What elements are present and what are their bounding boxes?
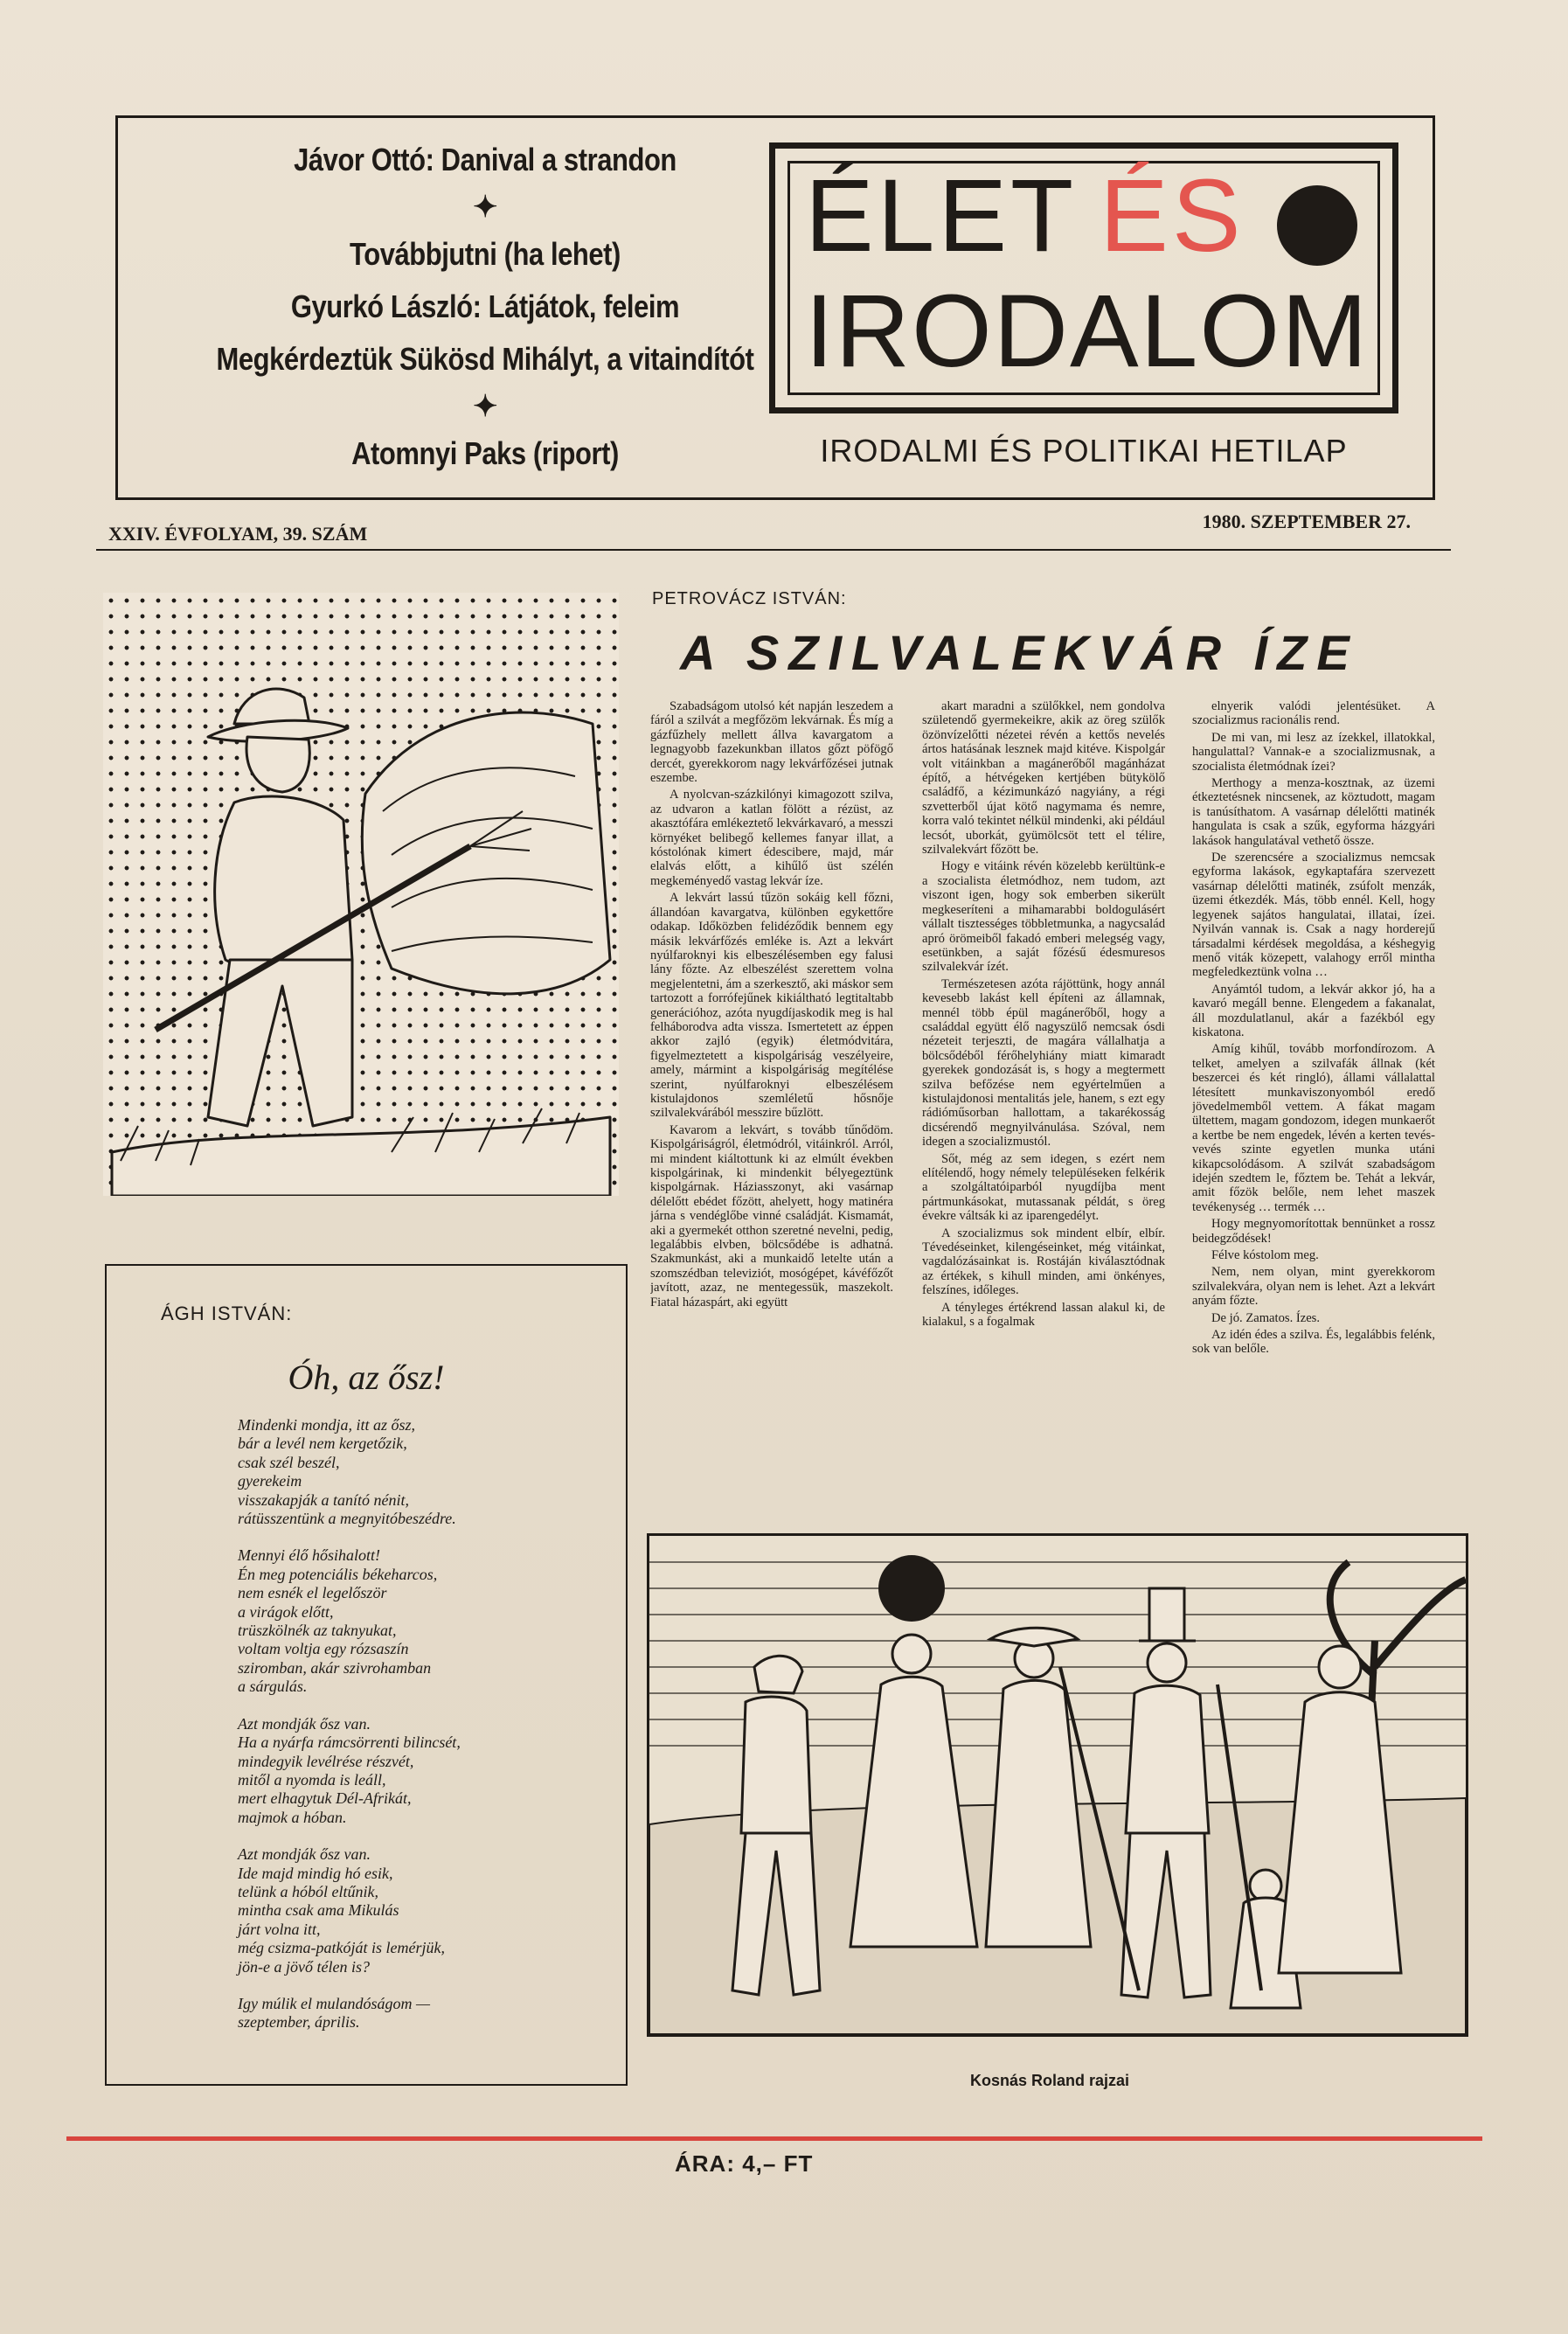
poem-body bbox=[238, 1416, 614, 2051]
article-column-1 bbox=[650, 699, 893, 1543]
article-paragraph: De szerencsére a szocializmus nemcsak egyforma lakások, egykaptafára szervezett vasárnap délelőtti matinék, zsúfolt menzák, üzemi étkezdék. Más, több ennél. Kell, hogy legyenek sajátos hangulatai, illatai, ízei. Nyilván vannak is. Csak a nagy horderejű társadalmi kérdések megoldása, a késhegyig menő viták közepett, valahogy erről mintha megfeledkeztünk volna … bbox=[1192, 851, 1435, 980]
article-paragraph: A lekvárt lassú tűzön sokáig kell főzni, állandóan kavargatva, különben egykettőre odakap. Időközben felidéződik bennem egy másik lekvárfőzés emléke is. Azt a lekvárt nyúlfaroknyi kis elbeszélésemben egy falusi lány főzte. Az elbeszélést szerettem volna megjelentetni, ám a szerkesztő, aki máskor sem tartozott a forrófejűnek kikiáltható legtitaltabb generációhoz, azóta nyugdíjaskodik meg is hal felháborodva adta vissza. Ismertetett az éppen akkor zajló (egyik) életmódvitára, figyelmeztetett a kispolgáriság veszélyeire, amely, mármint a kispolgáriság megítélése szerint, nyúlfaroknyi elbeszélésem kistulajdonos szemléletű hősnője szilvalekvárából messzire bűzlött. bbox=[650, 891, 893, 1121]
poem-line: bár a levél nem kergetőzik, bbox=[238, 1434, 407, 1453]
poem-line: Igy múlik el mulandóságom — bbox=[238, 1994, 430, 2012]
masthead-box bbox=[115, 115, 1435, 500]
logo-dot-icon bbox=[1277, 185, 1357, 266]
article-paragraph: Sőt, még az sem idegen, s ezért nem elítélendő, hogy némely településeken felkérik a szolgáltatóiparból nyugdíjba ment pártmunkásokat, mutassanak példát, s öreg évekre váltsák ki az iparengedélyt. bbox=[922, 1151, 1165, 1224]
article-column-3 bbox=[1192, 699, 1435, 1534]
header-rule bbox=[96, 549, 1451, 551]
poem-line: mert elhagytuk Dél-Afrikát, bbox=[238, 1789, 412, 1808]
diamond-ornament-icon: ✦ bbox=[473, 390, 497, 423]
poem-line: a sárgulás. bbox=[238, 1678, 308, 1696]
poem-line: Ide majd mindig hó esik, bbox=[238, 1864, 393, 1882]
poem-line: szeptember, április. bbox=[238, 2013, 360, 2032]
article-paragraph: A nyolcvan-százkilónyi kimagozott szilva, az udvaron a katlan fölött a rézüst, az akasztófára emlékeztető lekvárkavaró, a messzi környéket belibegő kellemes fanyar illat, a kóstolónak kimert édescibere, majd, már elalvás előtt, a kihűlő üst szélén megkeményedő vastag lekvár íze. bbox=[650, 788, 893, 888]
poem-stanza bbox=[238, 1715, 614, 1827]
logo-top-row bbox=[805, 158, 1245, 274]
poem-line: Én meg potenciális békeharcos, bbox=[238, 1565, 438, 1583]
poem-stanza bbox=[238, 1416, 614, 1528]
article-paragraph: Merthogy a menza-kosztnak, az üzemi étkeztetésnek nincsenek, az köztudott, magam is tanúsíthatom. A vasárnap délelőtti matinék hangulata is csak a szűk, egyforma házgyári lakások hangulatával vethető össze. bbox=[1192, 776, 1435, 848]
footer-red-rule bbox=[66, 2136, 1482, 2141]
poem-line: rátüsszentünk a megnyitóbeszédre. bbox=[238, 1510, 456, 1528]
poem-line: trüszkölnék az taknyukat, bbox=[238, 1622, 397, 1640]
article-paragraph: Természetesen azóta rájöttünk, hogy annál kevesebb lakást kell építeni az államnak, mennél több épül magánerőből, hogy a családdal együtt élő nagyszülő nemcsak ósdi nézeteit terjeszti, de magára vállalhatja a bölcsődéből férőhelyhiány miatt kimaradt gyerekek gondozását is, s hogy a megtermett szilva befőzése nem egyértelműen a kistulajdonosi mentalitás jele, hanem, s ezt egy rádióműsorban hallottam, a takarékosság dicsérendő megnyilvánulása. Szóval, nem idegen a szocializmustól. bbox=[922, 976, 1165, 1150]
poem-line: csak szél beszél, bbox=[238, 1453, 340, 1471]
harvest-scene-illustration bbox=[647, 1533, 1468, 2037]
logo-word-es: ÉS bbox=[1100, 158, 1245, 274]
article-paragraph: Amíg kihűl, tovább morfondírozom. A telket, amelyen a szilvafák állnak (két beszercei és két ringló), állami vállalattal létesített munkaviszonyomból eredő jövedelmemből vettem. A fákat magam ültettem, magam gondozom, idegen munkaerőt a kertbe be nem engedek, lévén a kerten tevés-vevés szinte egyetlen munka utáni kikapcsolódásom. A szilvát szabadságom idején szedtem le, főztem be. Tehát a lekvár, amit főzök belőle, nem lehet maszek tevékenység … termék … bbox=[1192, 1042, 1435, 1214]
price-label: ÁRA: 4,– FT bbox=[675, 2150, 814, 2177]
teaser-headline[interactable]: Gyurkó László: Látjátok, feleim bbox=[290, 288, 680, 324]
poem-line: Mindenki mondja, itt az ősz, bbox=[238, 1416, 415, 1434]
poem-line: mitől a nyomda is leáll, bbox=[238, 1770, 386, 1789]
masthead-subtitle: IRODALMI ÉS POLITIKAI HETILAP bbox=[820, 433, 1348, 469]
poem-line: gyerekeim bbox=[238, 1472, 302, 1490]
poem-line: voltam voltja egy rózsaszín bbox=[238, 1640, 409, 1658]
poem-line: a virágok előtt, bbox=[238, 1602, 334, 1621]
poem-line: sziromban, akár szivrohamban bbox=[238, 1658, 432, 1677]
poem-line: nem esnék el legelőször bbox=[238, 1584, 387, 1602]
teaser-list bbox=[153, 134, 817, 480]
poem-line: Azt mondják ősz van. bbox=[238, 1714, 371, 1733]
article-paragraph: akart maradni a szülőkkel, nem gondolva születendő gyermekeikre, akik az öreg szülők özönvízelőtti nézetei révén a kettős nevelés ártos hatásának lesznek majd kitéve. Kispolgár volt vitáinkban a magánerőből magánházat építő, a hétvégeken kertjében bütykölő családfő, a kézimunkázó nagyiány, a régi szvetterből újat kötő nagymama és nemre, korra való tekintet nélkül mindenki, aki például lecsót, uborkát, gyümölcsöt tett el télire, szilvalekvárt főzött be. bbox=[922, 699, 1165, 858]
article-paragraph: elnyerik valódi jelentésüket. A szocializmus racionális rend. bbox=[1192, 699, 1435, 728]
poem-box bbox=[105, 1264, 628, 2086]
article-paragraph: Szabadságom utolsó két napján leszedem a fáról a szilvát a megfőzöm lekvárnak. És míg a gázfűzhely mellett állva kavargatom a legnagyobb fazekunkban illatos gőzt pöfögő dercét, gyerekkorom nagy lekvárfőzései jutnak eszembe. bbox=[650, 699, 893, 786]
article-paragraph: De mi van, mi lesz az ízekkel, illatokkal, hangulattal? Vannak-e a szocializmusnak, a szocialista életmódnak ízei? bbox=[1192, 730, 1435, 774]
teaser-headline[interactable]: Atomnyi Paks (riport) bbox=[351, 435, 619, 471]
poem-stanza bbox=[238, 1546, 614, 1696]
article-paragraph: Hogy e vitáink révén közelebb kerültünk-e a szocialista életmódhoz, nem tudom, azt viszont igen, hogy sok emberben sikerült megkeseríteni a mihamarabbi boldogulásért vállalt tisztességes többletmunka, a nagycsalád apró örömeiből fakadó emberi melegség vagy, esetünkben, a saját főzésű édesmuresos szilvalekvár ízét. bbox=[922, 859, 1165, 975]
issue-date: 1980. SZEPTEMBER 27. bbox=[1202, 511, 1411, 532]
poem-line: jön-e a jövő télen is? bbox=[238, 1957, 370, 1976]
teaser-headline[interactable]: Továbbjutni (ha lehet) bbox=[350, 236, 621, 272]
poem-line: Azt mondják ősz van. bbox=[238, 1845, 371, 1864]
article-column-2 bbox=[922, 699, 1165, 1543]
harvest-scene-drawing bbox=[649, 1536, 1466, 2034]
article-paragraph: Nem, nem olyan, mint gyerekkorom szilvalekvára, olyan nem is lehet. Azt a lekvárt anyám főzte. bbox=[1192, 1265, 1435, 1309]
article-paragraph: Félve kóstolom meg. bbox=[1211, 1248, 1319, 1263]
article-paragraph: De jó. Zamatos. Ízes. bbox=[1211, 1310, 1321, 1325]
poem-author: ÁGH ISTVÁN: bbox=[161, 1302, 293, 1324]
haymaker-drawing bbox=[103, 593, 619, 1196]
article-paragraph: A tényleges értékrend lassan alakul ki, de kialakul, s a fogalmak bbox=[922, 1300, 1165, 1330]
article-paragraph: A szocializmus sok mindent elbír, elbír. Tévedéseinket, kilengéseinket, még vitáinkat, vagdalózásainkat is. Rostáján kiválasztódnak az értékek, s kihull minden, ami önkényes, felszínes, időleges. bbox=[922, 1226, 1165, 1298]
newspaper-logo bbox=[769, 142, 1398, 413]
logo-word-elet: ÉLET bbox=[805, 158, 1078, 274]
poem-stanza bbox=[238, 1995, 614, 2032]
poem-line: majmok a hóban. bbox=[238, 1808, 347, 1826]
logo-word-irodalom: IRODALOM bbox=[805, 274, 1370, 389]
poem-line: visszakapják a tanító nénit, bbox=[238, 1490, 409, 1509]
diamond-ornament-icon: ✦ bbox=[473, 191, 497, 224]
article-paragraph: Az idén édes a szilva. És, legalábbis felénk, sok van belőle. bbox=[1192, 1328, 1435, 1357]
teaser-headline[interactable]: Jávor Ottó: Danival a strandon bbox=[294, 142, 676, 177]
poem-line: Ha a nyárfa rámcsörrenti bilincsét, bbox=[238, 1733, 461, 1752]
poem-line: járt volna itt, bbox=[238, 1920, 321, 1938]
article-paragraph: Hogy megnyomorítottak bennünket a rossz beidegződések! bbox=[1192, 1217, 1435, 1246]
teaser-headline[interactable]: Megkérdeztük Sükösd Mihályt, a vitaindítót bbox=[216, 341, 754, 377]
poem-line: mindegyik levélrése részvét, bbox=[238, 1752, 414, 1770]
poem-line: még csizma-patkóját is lemérjük, bbox=[238, 1939, 445, 1957]
poem-line: Mennyi élő hősihalott! bbox=[238, 1546, 380, 1565]
poem-line: telünk a hóból eltűnik, bbox=[238, 1882, 378, 1900]
article-paragraph: Kavarom a lekvárt, s tovább tűnődöm. Kispolgáriságról, életmódról, vitáinkról. Arról, mi mindent kiáltottunk ki az elmúlt években kispolgárinak, ki mindenkit bélyegeztünk kispolgárnak. Háziasszonyt, aki vasárnap délelőtt ebédet főzött, ahelyett, hogy matinéra járna s vendéglőbe vinné családját. Kismamát, aki a gyermekét otthon szeretné nevelni, pedig, legalábbis elvben, bölcsődébe is adhatná. Szakmunkást, aki a munkaidő letelte után a szomszédban televiziót, mosógépet, kávéfőzőt javított, azaz, ne mentegessük, maszekolt. Fiatal házaspárt, aki együtt bbox=[650, 1122, 893, 1309]
article-paragraph: Anyámtól tudom, a lekvár akkor jó, ha a kavaró megáll benne. Elengedem a fakanalat, áll mozdulatlanul, akár a fazékból egy kiskatona. bbox=[1192, 982, 1435, 1039]
illustration-caption: Kosnás Roland rajzai bbox=[970, 2072, 1130, 2089]
issue-info-row bbox=[108, 511, 1446, 551]
article-title[interactable]: A SZILVALEKVÁR ÍZE bbox=[680, 625, 1359, 680]
poem-title: Óh, az ősz! bbox=[288, 1358, 445, 1397]
haymaker-illustration bbox=[103, 593, 619, 1196]
poem-stanza bbox=[238, 1845, 614, 1976]
article-author: PETROVÁCZ ISTVÁN: bbox=[652, 589, 847, 608]
issue-volume: XXIV. ÉVFOLYAM, 39. SZÁM bbox=[108, 523, 368, 545]
poem-line: mintha csak ama Mikulás bbox=[238, 1901, 399, 1920]
